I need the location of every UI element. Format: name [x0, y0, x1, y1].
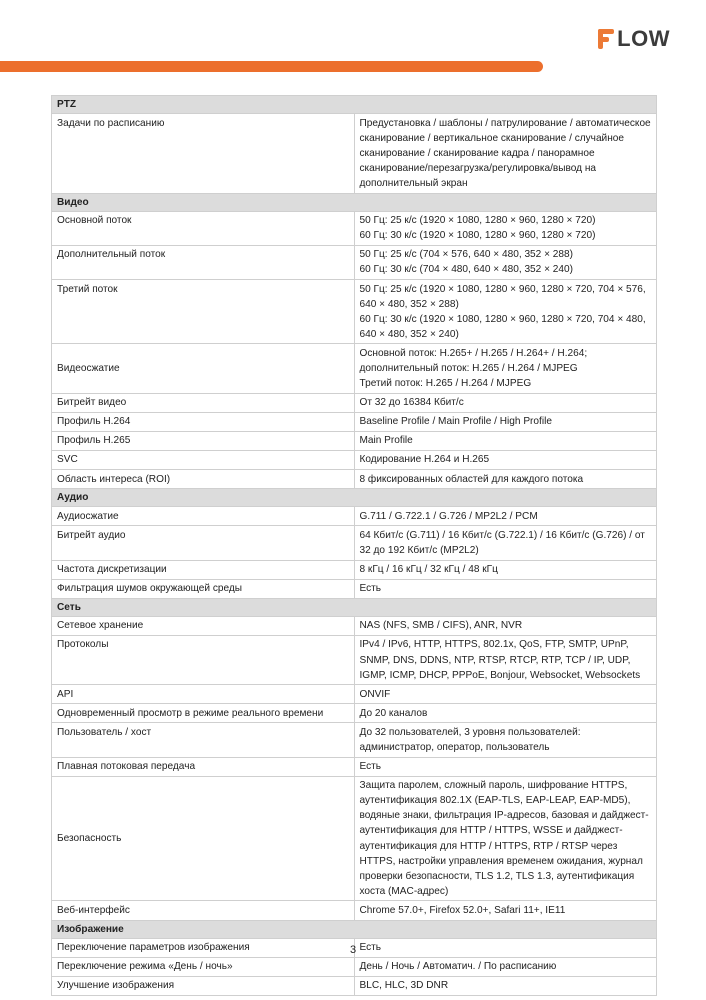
spec-value: ONVIF	[354, 685, 657, 704]
spec-row	[52, 616, 657, 635]
flow-logo	[598, 28, 670, 50]
spec-row	[52, 685, 657, 704]
spec-value: Baseline Profile / Main Profile / High Profile	[354, 412, 657, 431]
spec-row	[52, 579, 657, 598]
spec-value-line: 50 Гц: 25 к/с (1920 × 1080, 1280 × 960, 1280 × 720)	[359, 215, 596, 227]
spec-row	[52, 450, 657, 469]
spec-label: Основной поток	[52, 211, 355, 245]
spec-row	[52, 211, 657, 245]
spec-value-line: Основной поток: H.265+ / H.265 / H.264+ / H.264; дополнительный поток: H.265 / H.264 / MJPEG	[359, 347, 588, 374]
spec-row	[52, 344, 657, 393]
spec-value: Main Profile	[354, 431, 657, 450]
spec-value	[354, 344, 657, 393]
spec-value	[354, 245, 657, 279]
spec-label: SVC	[52, 450, 355, 469]
spec-row	[52, 245, 657, 279]
spec-value-line: 50 Гц: 25 к/с (704 × 576, 640 × 480, 352 × 288)	[359, 249, 573, 261]
flow-logo-text: LOW	[617, 26, 670, 51]
page-number: 3	[349, 944, 357, 956]
spec-value: До 32 пользователей, 3 уровня пользователей: администратор, оператор, пользователь	[354, 723, 657, 757]
spec-row	[52, 704, 657, 723]
section-video	[52, 193, 657, 211]
spec-row	[52, 776, 657, 901]
spec-row	[52, 114, 657, 193]
spec-label: Битрейт видео	[52, 393, 355, 412]
spec-label: Третий поток	[52, 280, 355, 344]
spec-value: 8 кГц / 16 кГц / 32 кГц / 48 кГц	[354, 560, 657, 579]
spec-value: Кодирование H.264 и H.265	[354, 450, 657, 469]
spec-row	[52, 431, 657, 450]
spec-value-line: 60 Гц: 30 к/с (1920 × 1080, 1280 × 960, 1280 × 720, 704 × 480, 640 × 480, 352 × 240)	[359, 313, 646, 340]
spec-row	[52, 976, 657, 995]
spec-label: Дополнительный поток	[52, 245, 355, 279]
spec-value: Защита паролем, сложный пароль, шифрование HTTPS, аутентификация 802.1X (EAP-TLS, EAP-LEAP, EAP-MD5), водяные знаки, фильтрация IP-адресов, базовая и дайджест-аутентификация для HTTP / HTTPS, WSSE и дайджест-аутентификация для HTTP / HTTPS, RTP / RTSP через HTTPS, настройки управления временем ожидания, журнал проверки безопасности, TLS 1.2, TLS 1.3, аутентификация хоста (MAC-адрес)	[354, 776, 657, 901]
spec-row	[52, 560, 657, 579]
spec-value	[354, 280, 657, 344]
spec-label: Фильтрация шумов окружающей среды	[52, 579, 355, 598]
spec-label: API	[52, 685, 355, 704]
section-audio	[52, 489, 657, 507]
spec-value: 8 фиксированных областей для каждого потока	[354, 470, 657, 489]
section-title: Сеть	[52, 598, 657, 616]
section-ptz	[52, 96, 657, 114]
header-accent-bar	[0, 61, 543, 72]
spec-label: Безопасность	[52, 776, 355, 901]
section-title: PTZ	[52, 96, 657, 114]
spec-row	[52, 723, 657, 757]
spec-value: Есть	[354, 757, 657, 776]
flow-logo-f-mark	[598, 29, 616, 49]
section-image	[52, 920, 657, 938]
spec-row	[52, 526, 657, 560]
section-title: Аудио	[52, 489, 657, 507]
spec-label: Плавная потоковая передача	[52, 757, 355, 776]
spec-row	[52, 280, 657, 344]
spec-value: Есть	[354, 579, 657, 598]
spec-label: Область интереса (ROI)	[52, 470, 355, 489]
spec-label: Протоколы	[52, 635, 355, 684]
section-network	[52, 598, 657, 616]
spec-row	[52, 757, 657, 776]
spec-row	[52, 412, 657, 431]
spec-value: От 32 до 16384 Кбит/с	[354, 393, 657, 412]
spec-value: Есть	[354, 938, 657, 957]
spec-value	[354, 211, 657, 245]
spec-value: NAS (NFS, SMB / CIFS), ANR, NVR	[354, 616, 657, 635]
spec-value: G.711 / G.722.1 / G.726 / MP2L2 / PCM	[354, 507, 657, 526]
spec-value: До 20 каналов	[354, 704, 657, 723]
spec-label: Улучшение изображения	[52, 976, 355, 995]
spec-label: Веб-интерфейс	[52, 901, 355, 920]
spec-table	[51, 95, 657, 996]
spec-value: День / Ночь / Автоматич. / По расписанию	[354, 957, 657, 976]
spec-label: Профиль H.265	[52, 431, 355, 450]
spec-row	[52, 635, 657, 684]
section-title: Видео	[52, 193, 657, 211]
spec-value-line: 60 Гц: 30 к/с (1920 × 1080, 1280 × 960, 1280 × 720)	[359, 230, 596, 242]
spec-value-line: Третий поток: H.265 / H.264 / MJPEG	[359, 378, 532, 390]
spec-label: Видеосжатие	[52, 344, 355, 393]
spec-row	[52, 393, 657, 412]
spec-label: Одновременный просмотр в режиме реального времени	[52, 704, 355, 723]
section-title: Изображение	[52, 920, 657, 938]
spec-label: Пользователь / хост	[52, 723, 355, 757]
spec-row	[52, 957, 657, 976]
spec-label: Профиль H.264	[52, 412, 355, 431]
spec-value-line: 60 Гц: 30 к/с (704 × 480, 640 × 480, 352 × 240)	[359, 264, 573, 276]
spec-row	[52, 507, 657, 526]
spec-label: Частота дискретизации	[52, 560, 355, 579]
spec-label: Переключение режима «День / ночь»	[52, 957, 355, 976]
spec-value: IPv4 / IPv6, HTTP, HTTPS, 802.1x, QoS, FTP, SMTP, UPnP, SNMP, DNS, DDNS, NTP, RTSP, RTCP, RTP, TCP / IP, UDP, IGMP, ICMP, DHCP, PPPoE, Bonjour, Websocket, Websockets	[354, 635, 657, 684]
spec-row	[52, 470, 657, 489]
spec-label: Аудиосжатие	[52, 507, 355, 526]
spec-label: Битрейт аудио	[52, 526, 355, 560]
spec-value-line: 50 Гц: 25 к/с (1920 × 1080, 1280 × 960, 1280 × 720, 704 × 576, 640 × 480, 352 × 288)	[359, 283, 646, 310]
spec-label: Задачи по расписанию	[52, 114, 355, 193]
spec-label: Переключение параметров изображения	[52, 938, 355, 957]
spec-label: Сетевое хранение	[52, 616, 355, 635]
spec-value: 64 Кбит/с (G.711) / 16 Кбит/с (G.722.1) / 16 Кбит/с (G.726) / от 32 до 192 Кбит/с (MP2L2)	[354, 526, 657, 560]
spec-row	[52, 901, 657, 920]
spec-value: BLC, HLC, 3D DNR	[354, 976, 657, 995]
spec-value: Предустановка / шаблоны / патрулирование / автоматическое сканирование / вертикальное сканирование / случайное сканирование / сканирование кадра / панорамное сканирование/перезагрузка/регулировка/вывод на дополнительный экран	[354, 114, 657, 193]
spec-value: Chrome 57.0+, Firefox 52.0+, Safari 11+, IE11	[354, 901, 657, 920]
